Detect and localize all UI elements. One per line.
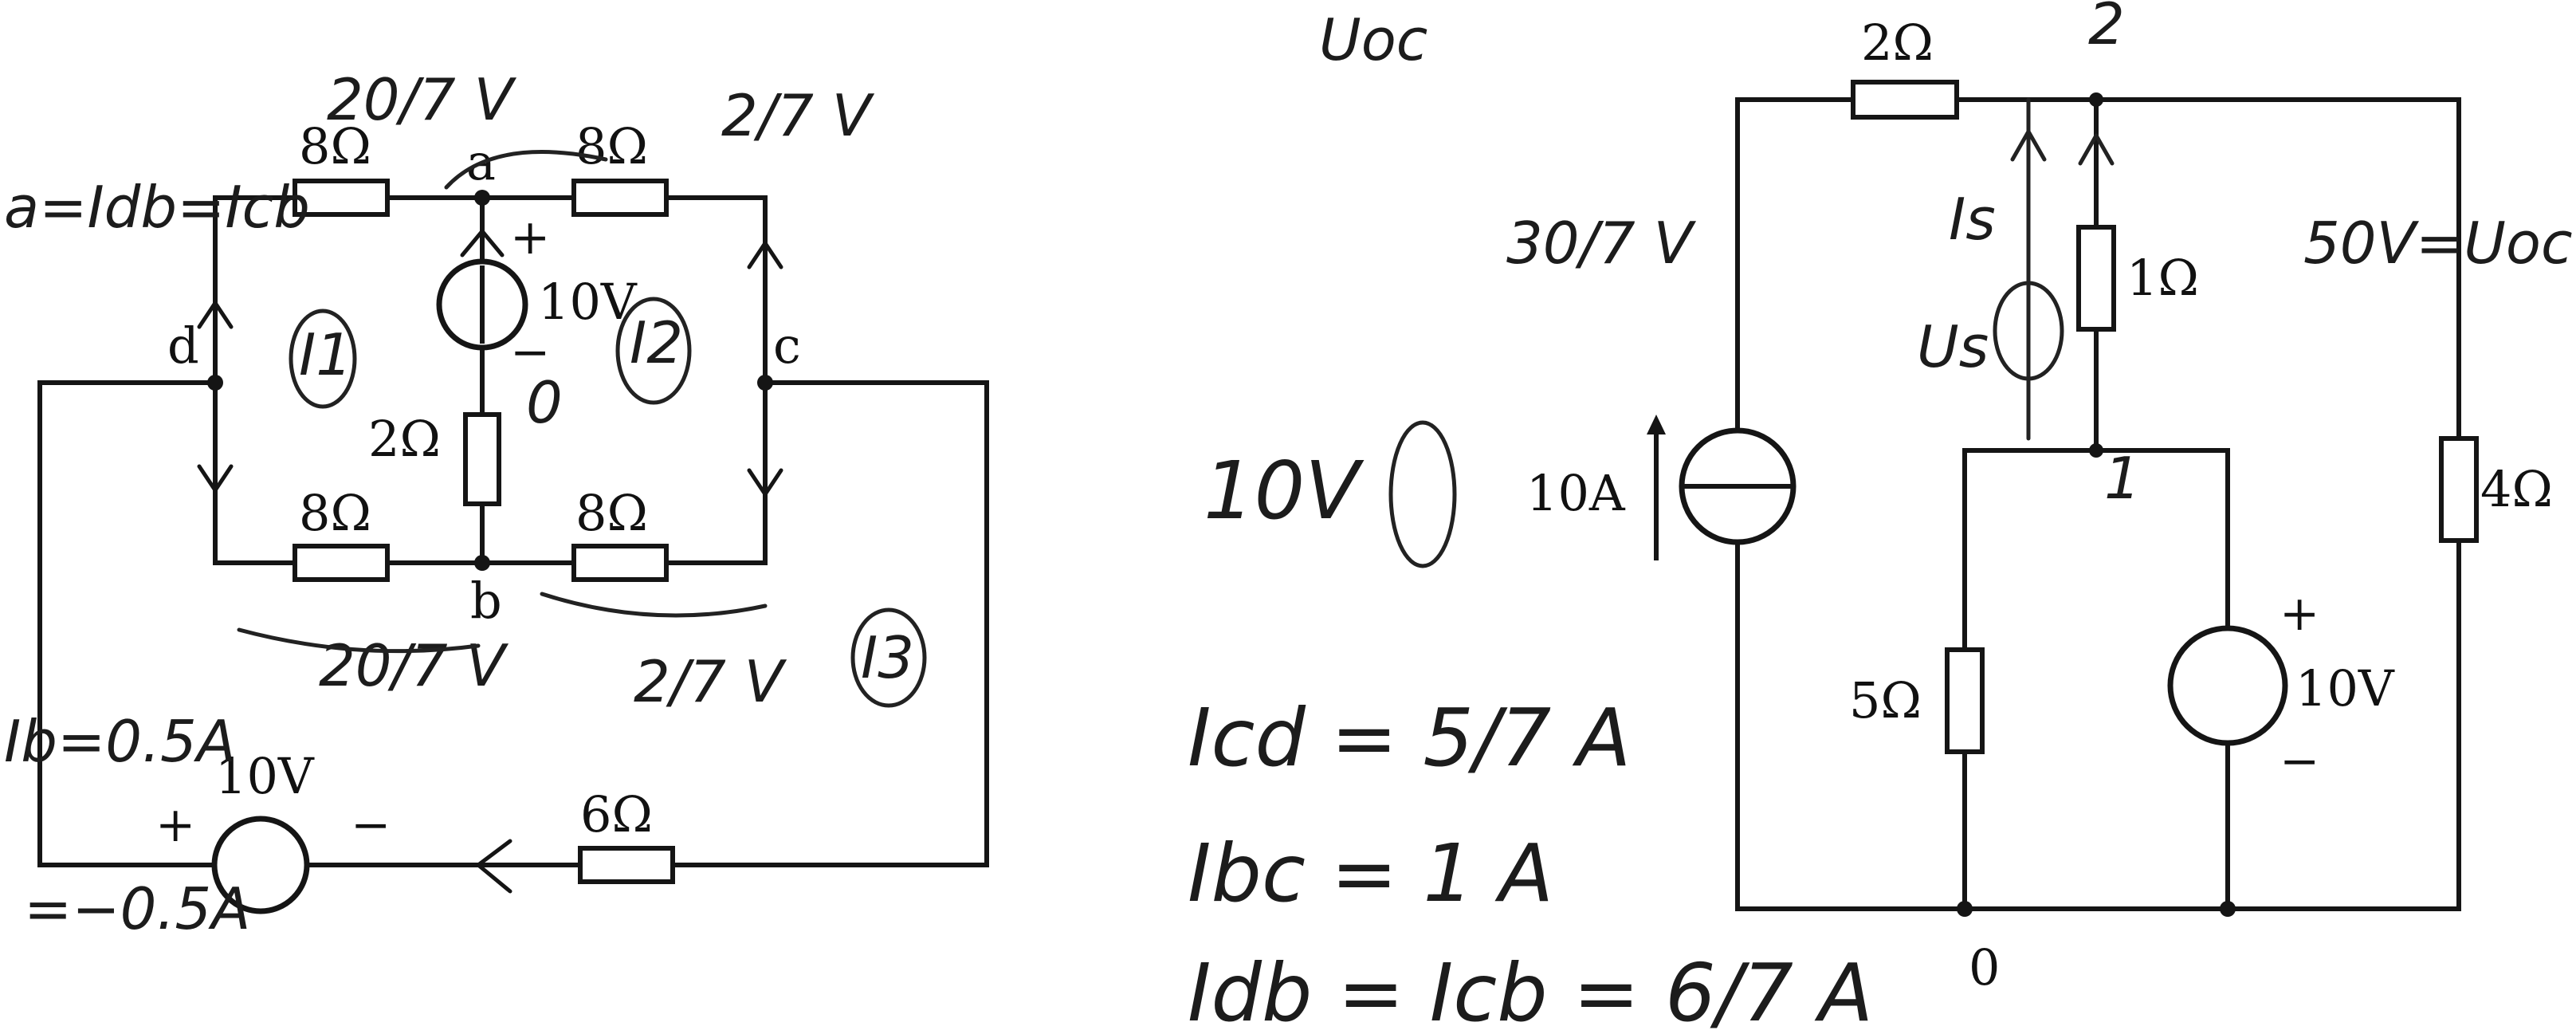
note-node-two: 2 bbox=[2088, 0, 2125, 57]
label-r-bottom-right: 8Ω bbox=[575, 484, 648, 542]
note-node-zero: 0 bbox=[526, 369, 563, 436]
node-d-label: d bbox=[167, 316, 199, 375]
label-r-top-right: 8Ω bbox=[575, 117, 648, 175]
node-c-label: c bbox=[773, 316, 801, 375]
right-node-bottom-left bbox=[1957, 901, 1973, 917]
right-circuit bbox=[1526, 14, 2553, 997]
label-node-zero: 0 bbox=[1969, 938, 2001, 997]
right-current-arrow-head bbox=[1647, 415, 1666, 434]
note-bottom-right-voltage: 2/7 V bbox=[634, 648, 784, 715]
right-resistor-top bbox=[1853, 82, 1957, 117]
note-loop-i1: I1 bbox=[299, 321, 353, 388]
label-r-branch: 1Ω bbox=[2126, 249, 2199, 307]
note-loop-i3: I3 bbox=[861, 624, 915, 691]
right-node-bottom-right bbox=[2220, 901, 2236, 917]
note-ten-v: 10V bbox=[1204, 444, 1360, 537]
label-r-mid: 2Ω bbox=[368, 410, 441, 468]
label-r-outer: 6Ω bbox=[580, 785, 653, 843]
note-node-one: 1 bbox=[2104, 445, 2141, 512]
left-resistor-top-right bbox=[574, 181, 666, 214]
label-r-bottom-left: 8Ω bbox=[299, 484, 371, 542]
left-source-middle-minus: − bbox=[510, 324, 551, 380]
node-b-dot bbox=[474, 555, 490, 571]
left-resistor-mid bbox=[465, 415, 499, 504]
right-node-mid bbox=[2089, 443, 2103, 458]
label-r-bottom: 5Ω bbox=[1849, 671, 1922, 729]
label-r-top-left: 8Ω bbox=[299, 117, 371, 175]
note-i-bc: Ibc = 1 A bbox=[1188, 827, 1554, 920]
note-bottom-left-voltage: 20/7 V bbox=[319, 632, 505, 699]
note-current-left-2: =−0.5A bbox=[24, 875, 251, 942]
right-resistor-branch bbox=[2079, 227, 2114, 329]
left-resistor-outer bbox=[580, 848, 673, 882]
right-node-top bbox=[2089, 92, 2103, 107]
label-r-top: 2Ω bbox=[1861, 14, 1934, 72]
left-source-middle-plus: + bbox=[510, 210, 551, 265]
note-i-cd: Icd = 5/7 A bbox=[1188, 691, 1632, 784]
right-voltage-source bbox=[2170, 628, 2285, 743]
node-a-label: a bbox=[466, 133, 496, 191]
scribble-bottom-right bbox=[542, 594, 765, 615]
note-i-db: Idb = Icb = 6/7 A bbox=[1188, 946, 1874, 1034]
label-r-right: 4Ω bbox=[2480, 460, 2553, 518]
note-top-left-voltage: 20/7 V bbox=[327, 66, 513, 133]
note-uoc: 50V=Uoc bbox=[2303, 210, 2573, 277]
node-d-dot bbox=[207, 375, 223, 391]
note-u-s: Us bbox=[1917, 313, 1989, 380]
label-v-outer: 10V bbox=[215, 747, 314, 805]
note-i-s: Is bbox=[1949, 186, 1996, 253]
right-resistor-bottom bbox=[1947, 650, 1982, 752]
note-current-left: Ib=0.5A bbox=[4, 708, 237, 775]
label-v-source: 10V bbox=[2295, 659, 2394, 718]
note-top-scrawl: Uoc bbox=[1319, 6, 1428, 73]
label-i-source: 10A bbox=[1526, 464, 1625, 522]
label-v-middle: 10V bbox=[538, 273, 637, 331]
right-source-minus: − bbox=[2280, 733, 2320, 789]
note-top-right-voltage: 2/7 V bbox=[721, 82, 872, 149]
left-source-outer-plus: + bbox=[155, 797, 196, 853]
left-source-outer-minus: − bbox=[351, 797, 391, 853]
left-resistor-bottom-right bbox=[574, 546, 666, 580]
node-b-label: b bbox=[470, 572, 502, 630]
right-handwritten-notes bbox=[1188, 0, 2573, 1034]
right-source-plus: + bbox=[2280, 586, 2320, 642]
left-resistor-bottom-left bbox=[295, 546, 387, 580]
note-loop-i2: I2 bbox=[630, 309, 684, 376]
note-eq-left: a=Idb=Icb bbox=[4, 174, 310, 241]
note-voltage-30-7: 30/7 V bbox=[1506, 210, 1693, 277]
node-a-dot bbox=[474, 190, 490, 206]
right-resistor-right bbox=[2441, 438, 2476, 541]
node-c-dot bbox=[757, 375, 773, 391]
note-ten-v-circle bbox=[1391, 423, 1455, 566]
